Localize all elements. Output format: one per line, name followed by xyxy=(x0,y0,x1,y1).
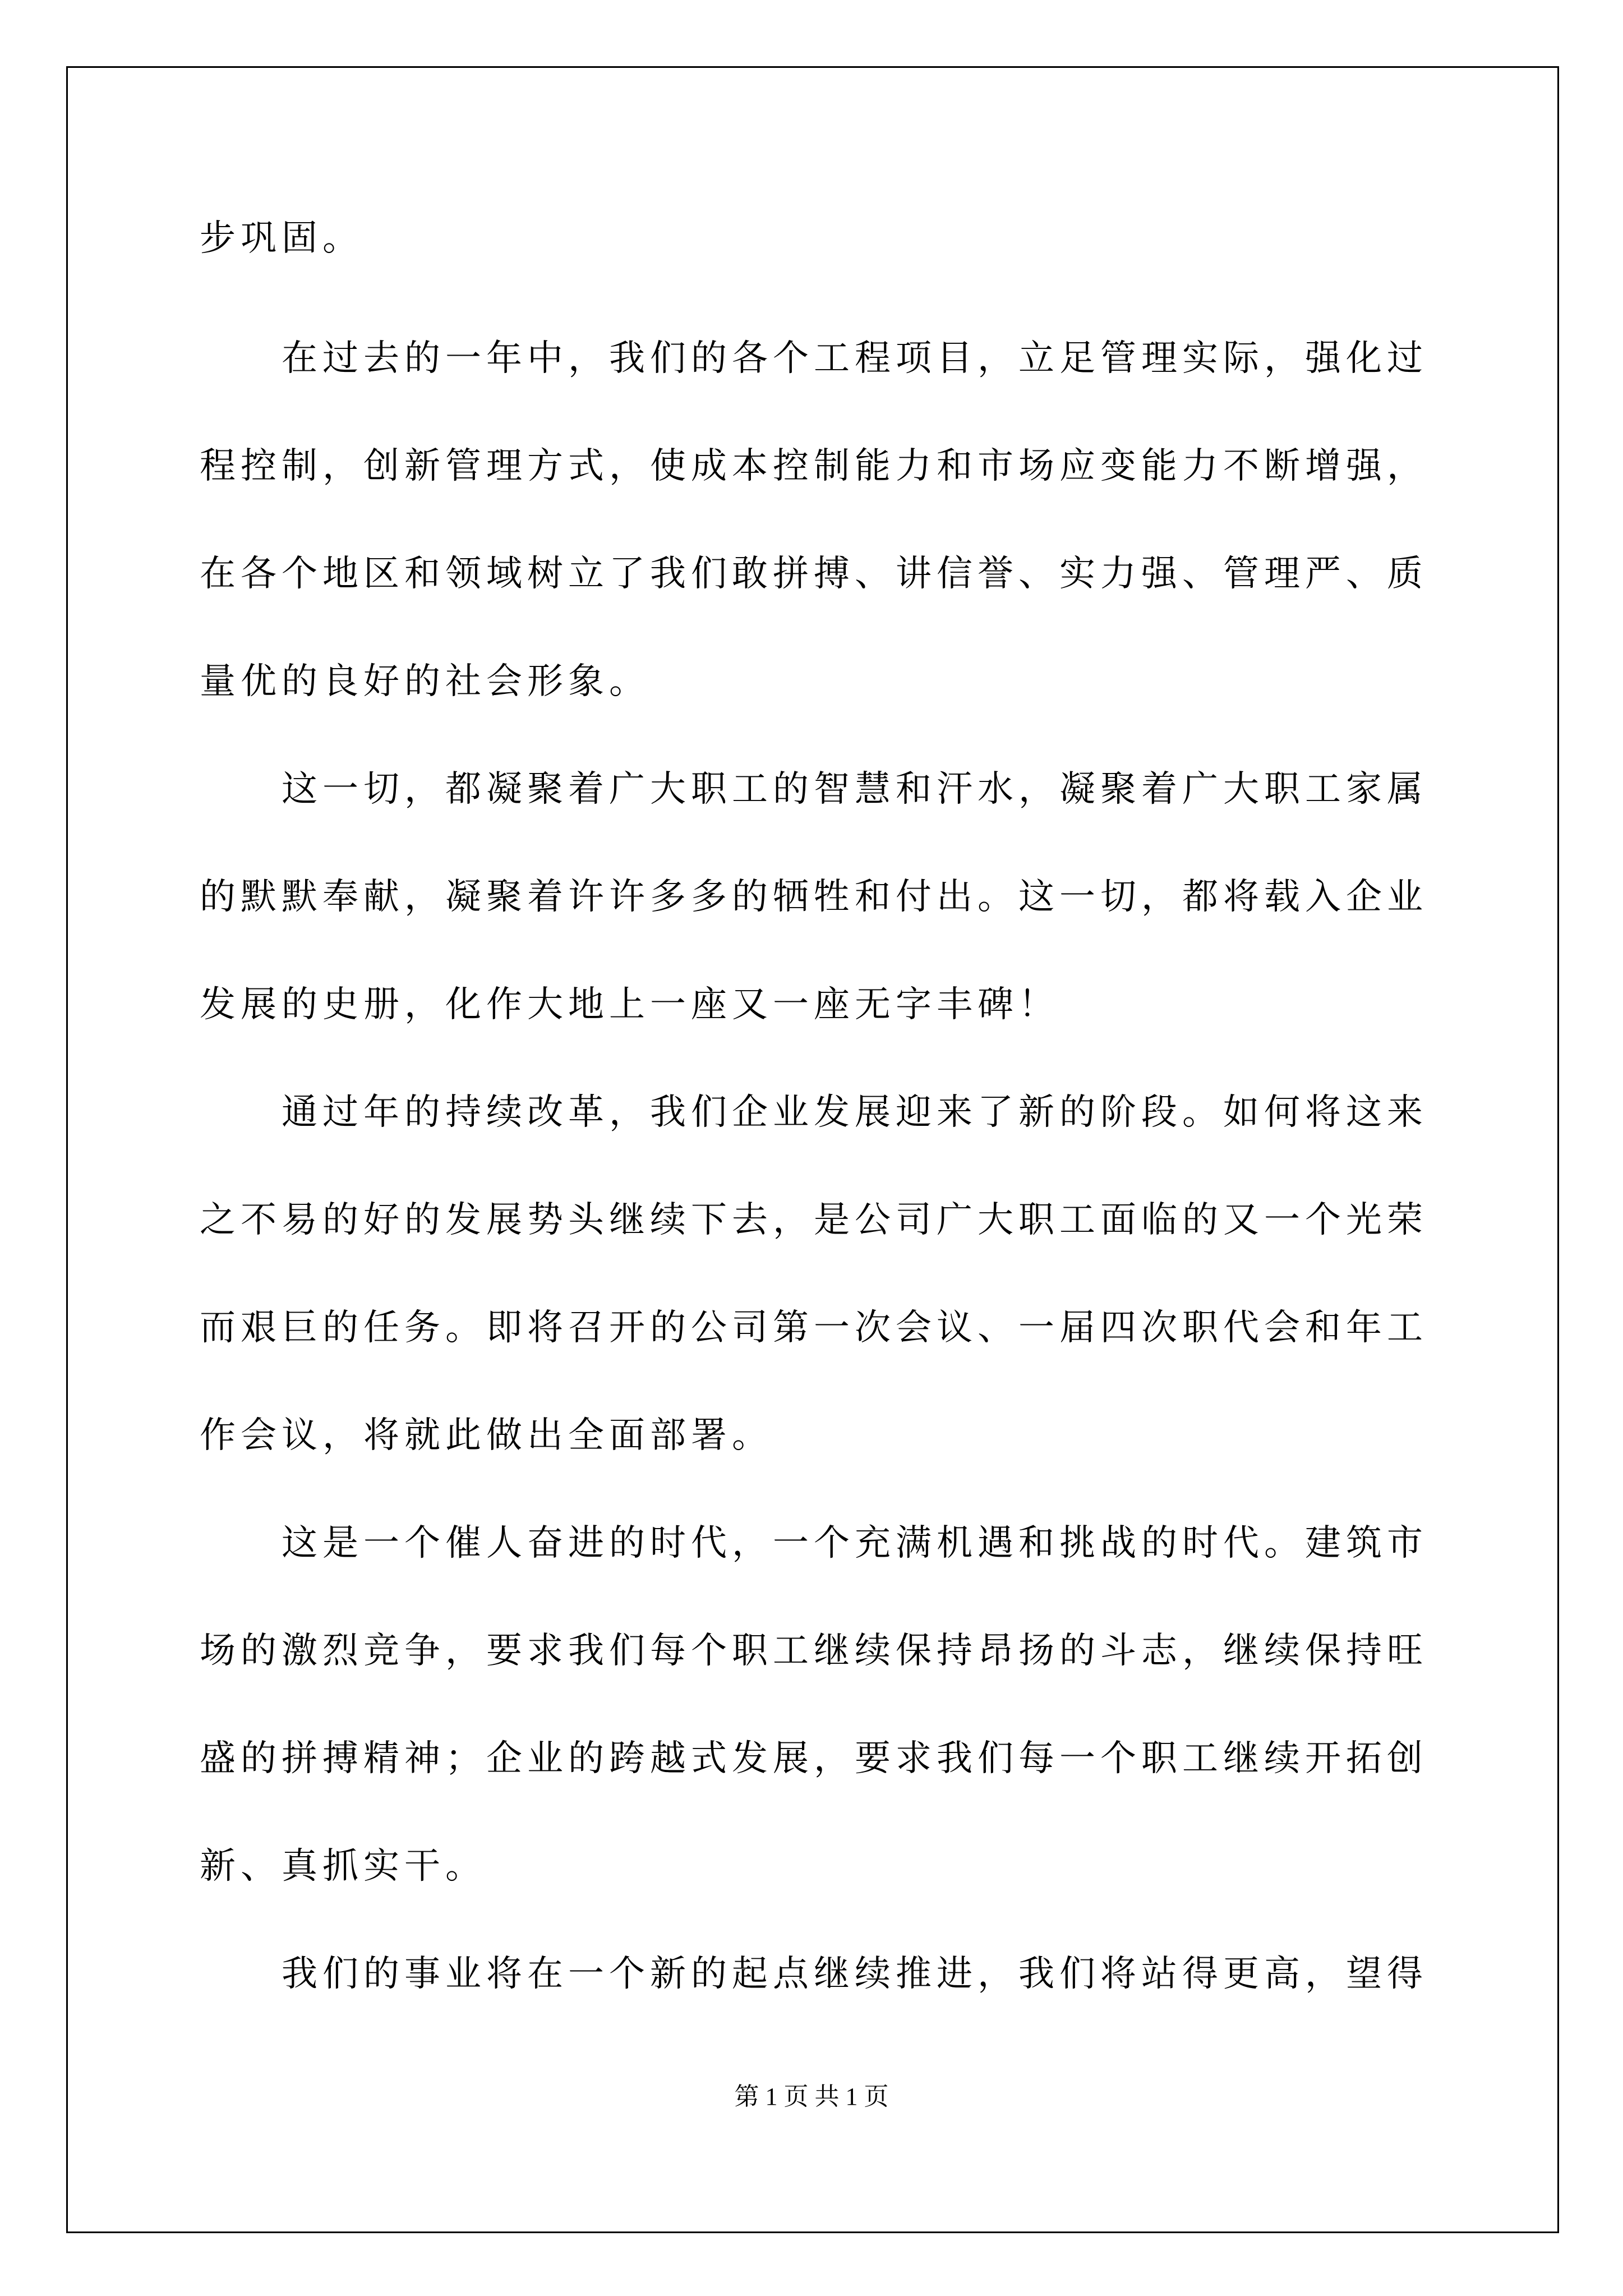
text-line: 发展的史册，化作大地上一座又一座无字丰碑！ xyxy=(200,984,1059,1025)
paragraph-first-line: 通过年的持续改革，我们企业发展迎来了新的阶段。如何将这来 xyxy=(282,1092,1428,1133)
page-number-footer: 第 1 页 共 1 页 xyxy=(734,2083,889,2110)
text-line: 步巩固。 xyxy=(200,218,363,259)
text-line: 场的激烈竞争，要求我们每个职工继续保持昂扬的斗志，继续保持旺 xyxy=(200,1630,1428,1672)
paragraph-first-line: 这是一个催人奋进的时代，一个充满机遇和挑战的时代。建筑市 xyxy=(282,1522,1428,1564)
text-line: 的默默奉献，凝聚着许许多多的牺牲和付出。这一切，都将载入企业 xyxy=(200,876,1428,918)
text-line: 程控制，创新管理方式，使成本控制能力和市场应变能力不断增强， xyxy=(200,445,1428,487)
paragraph-first-line: 我们的事业将在一个新的起点继续推进，我们将站得更高，望得 xyxy=(282,1953,1428,1995)
text-line: 之不易的好的发展势头继续下去，是公司广大职工面临的又一个光荣 xyxy=(200,1199,1428,1241)
text-line: 新、真抓实干。 xyxy=(200,1846,486,1887)
page-border xyxy=(66,66,1559,2233)
text-line: 而艰巨的任务。即将召开的公司第一次会议、一届四次职代会和年工 xyxy=(200,1307,1428,1349)
text-line: 作会议，将就此做出全面部署。 xyxy=(200,1415,773,1456)
paragraph-first-line: 在过去的一年中，我们的各个工程项目，立足管理实际，强化过 xyxy=(282,338,1428,379)
text-line: 量优的良好的社会形象。 xyxy=(200,661,650,702)
text-line: 盛的拼搏精神；企业的跨越式发展，要求我们每一个职工继续开拓创 xyxy=(200,1738,1428,1779)
paragraph-first-line: 这一切，都凝聚着广大职工的智慧和汗水，凝聚着广大职工家属 xyxy=(282,769,1428,810)
text-line: 在各个地区和领域树立了我们敢拼搏、讲信誉、实力强、管理严、质 xyxy=(200,553,1428,595)
